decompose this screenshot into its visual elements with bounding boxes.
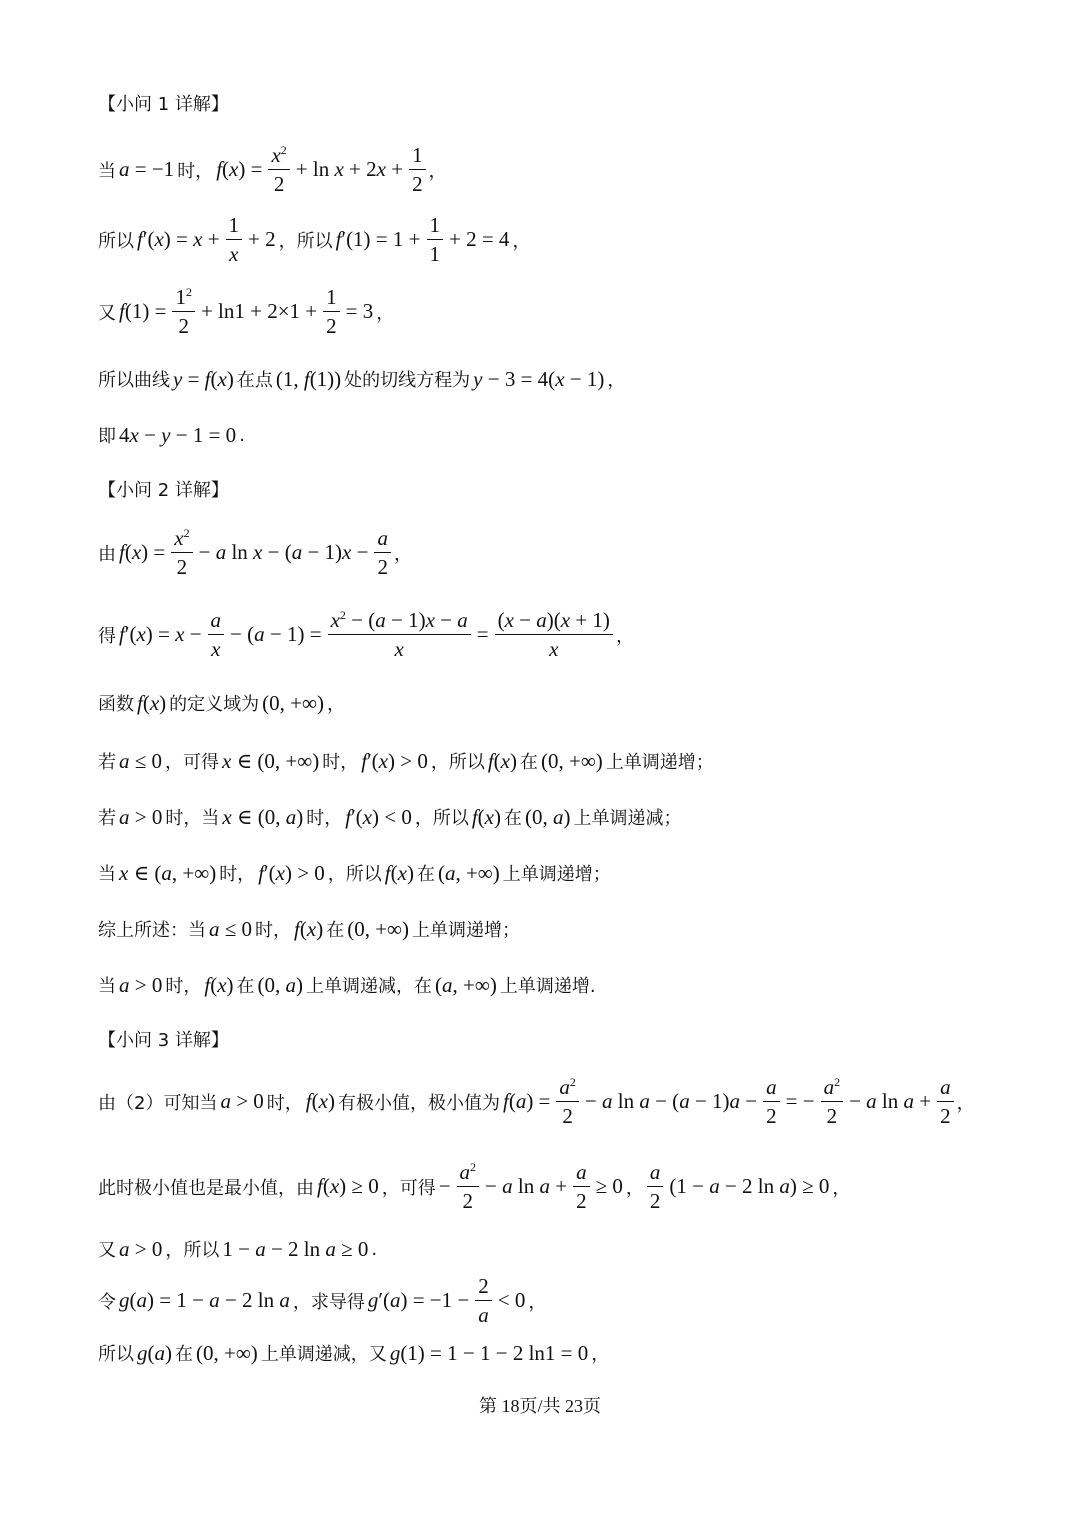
text-segment: 得 (98, 625, 116, 647)
text-segment: ，可得 (165, 752, 220, 773)
text-segment: 当 (98, 976, 116, 997)
math-line-15: 此时极小值也是最小值，由 f(x) ≥ 0 ，可得 − $\frac{a^2}{2}$ − a ln a + $\frac{a}{2}$ ≥ 0 ， $\frac{a}{2}$ (1 − a − 2 ln a) ≥ 0 ， (98, 1160, 851, 1214)
text-segment: 当 (98, 864, 116, 885)
text-segment: 处的切线方程为 (344, 370, 471, 391)
text-segment: 在 (236, 976, 255, 997)
text-segment: 在 (504, 808, 522, 829)
text-segment: 又 (98, 1240, 116, 1261)
text-segment: 时， (322, 752, 359, 773)
text-segment: ， (393, 543, 412, 565)
text-segment: 上单调递减，在 (306, 976, 433, 997)
text-segment: 的定义域为 (169, 694, 260, 715)
text-segment: ，所以 (278, 230, 333, 252)
text-segment: ， (625, 1177, 644, 1199)
text-segment: 在点 (236, 370, 273, 391)
math-line-13: 当 a > 0 时， f(x) 在 (0, a) 上单调递减，在 (a, +∞) 上单调递增. (98, 972, 596, 997)
text-segment: 在 (416, 864, 435, 885)
text-segment: ， (428, 160, 447, 182)
text-segment: 当 (201, 808, 220, 829)
text-segment: 时， (219, 864, 256, 885)
text-segment: 若 (98, 808, 116, 829)
text-segment: 当 (98, 160, 116, 182)
text-segment: 所以 (98, 1344, 134, 1365)
text-segment: 时， (266, 1092, 303, 1114)
text-segment: ，所以 (165, 1240, 220, 1261)
math-line-18: 所以 g(a) 在 (0, +∞) 上单调递减，又 g(1) = 1 − 1 − 2 ln1 = 0 ， (98, 1340, 610, 1365)
text-segment: 时， (306, 808, 343, 829)
math-line-6: 由 f(x) = $\frac{x^2}{2}$ − a ln x − (a − 1)x − $\frac{a}{2}$ ， (98, 526, 412, 580)
text-segment: 上单调递增； (502, 864, 611, 885)
math-line-1: 当 a = −1 时， f(x) = $\frac{x^2}{2}$ + ln x + 2x + $\frac{1}{2}$ ， (98, 143, 447, 197)
text-segment: 在 (175, 1344, 193, 1365)
text-segment: 上单调递减； (573, 808, 682, 829)
math-line-4: 所以曲线 y = f(x) 在点 (1, f(1)) 处的切线方程为 y − 3 = 4(x − 1) ， (98, 366, 626, 391)
text-segment: 又 (98, 302, 116, 324)
text-segment: ，所以 (414, 808, 469, 829)
math-line-14: 由（2）可知当 a > 0 时， f(x) 有极小值，极小值为 f(a) = $\frac{a^2}{2}$ − a ln a − (a − 1)a − $\frac{a}{2}$ = − $\frac{a^2}{2}$ − a ln a + $\frac{a}{2}$ ， (98, 1075, 975, 1129)
math-line-11: 当 x ∈ (a, +∞) 时， f′(x) > 0 ，所以 f(x) 在 (a, +∞) 上单调递增； (98, 860, 611, 885)
text-segment: 在 (520, 752, 538, 773)
math-line-8: 函数 f(x) 的定义域为 (0, +∞) ， (98, 690, 345, 715)
text-segment: ， (832, 1177, 851, 1199)
section-heading-q2: 【小问 2 详解】 (98, 480, 229, 501)
text-segment: 在 (326, 920, 345, 941)
text-segment: 由 (98, 543, 116, 565)
text-segment: 上单调递增. (499, 976, 596, 997)
text-segment: ， (956, 1092, 975, 1114)
math-line-3: 又 f(1) = $\frac{1^2}{2}$ + ln1 + 2×1 + $\frac{1}{2}$ = 3 ， (98, 285, 395, 339)
text-segment: 即 (98, 426, 116, 447)
text-segment: 时， (255, 920, 292, 941)
math-line-16: 又 a > 0 ，所以 1 − a − 2 ln a ≥ 0 . (98, 1236, 378, 1261)
text-segment: 函数 (98, 694, 134, 715)
text-segment: ，所以 (327, 864, 382, 885)
text-segment: ， (376, 302, 395, 324)
text-segment: ，求导得 (292, 1291, 365, 1313)
section-heading-q1: 【小问 1 详解】 (98, 94, 229, 115)
text-segment: 上单调递增； (605, 752, 714, 773)
text-segment: 令 (98, 1291, 116, 1313)
math-line-2: 所以 f′(x) = x + $\frac{1}{x}$ + 2 ，所以 f′(1) = 1 + $\frac{1}{1}$ + 2 = 4 ， (98, 213, 531, 267)
text-segment: 时， (177, 160, 214, 182)
text-segment: 由（2）可知当 (98, 1092, 218, 1114)
math-line-5: 即 4x − y − 1 = 0 . (98, 422, 245, 447)
math-line-10: 若 a > 0 时， 当 x ∈ (0, a) 时， f′(x) < 0 ，所以 f(x) 在 (0, a) 上单调递减； (98, 804, 682, 829)
text-segment: . (371, 1238, 378, 1260)
section-heading-q3: 【小问 3 详解】 (98, 1030, 229, 1051)
text-segment: ，可得 (381, 1177, 436, 1199)
math-line-9: 若 a ≤ 0 ，可得 x ∈ (0, +∞) 时， f′(x) > 0 ，所以 f(x) 在 (0, +∞) 上单调递增； (98, 748, 714, 773)
text-segment: 所以曲线 (98, 370, 170, 391)
text-segment: 上单调递增； (412, 920, 521, 941)
text-segment: ，所以 (430, 752, 485, 773)
math-line-7: 得 f′(x) = x − $\frac{a}{x}$ − (a − 1) = $\frac{x^2 - (a - 1)x - a}{x}$ = $\frac{(x - a)(x + 1)}{x}$ ， (98, 608, 634, 662)
text-segment: 综上所述：当 (98, 920, 206, 941)
text-segment: ， (615, 625, 634, 647)
text-segment: . (239, 424, 245, 446)
text-segment: ， (512, 230, 531, 252)
text-segment: 上单调递减，又 (260, 1344, 387, 1365)
text-segment: ， (607, 370, 626, 391)
text-segment: 所以 (98, 230, 134, 252)
text-segment: ， (528, 1291, 547, 1313)
text-segment: 有极小值，极小值为 (337, 1092, 500, 1114)
text-segment: 时， (165, 976, 202, 997)
text-segment: 时， (165, 808, 202, 829)
math-line-17: 令 g(a) = 1 − a − 2 ln a ，求导得 g′(a) = −1 − $\frac{2}{a}$ < 0 ， (98, 1274, 547, 1328)
math-line-12: 综上所述：当 a ≤ 0 时， f(x) 在 (0, +∞) 上单调递增； (98, 916, 521, 941)
text-segment: ， (591, 1344, 610, 1365)
text-segment: ， (326, 694, 345, 715)
text-segment: 若 (98, 752, 116, 773)
page-footer: 第 18页/共 23页 (478, 1396, 601, 1416)
text-segment: 此时极小值也是最小值，由 (98, 1177, 314, 1199)
